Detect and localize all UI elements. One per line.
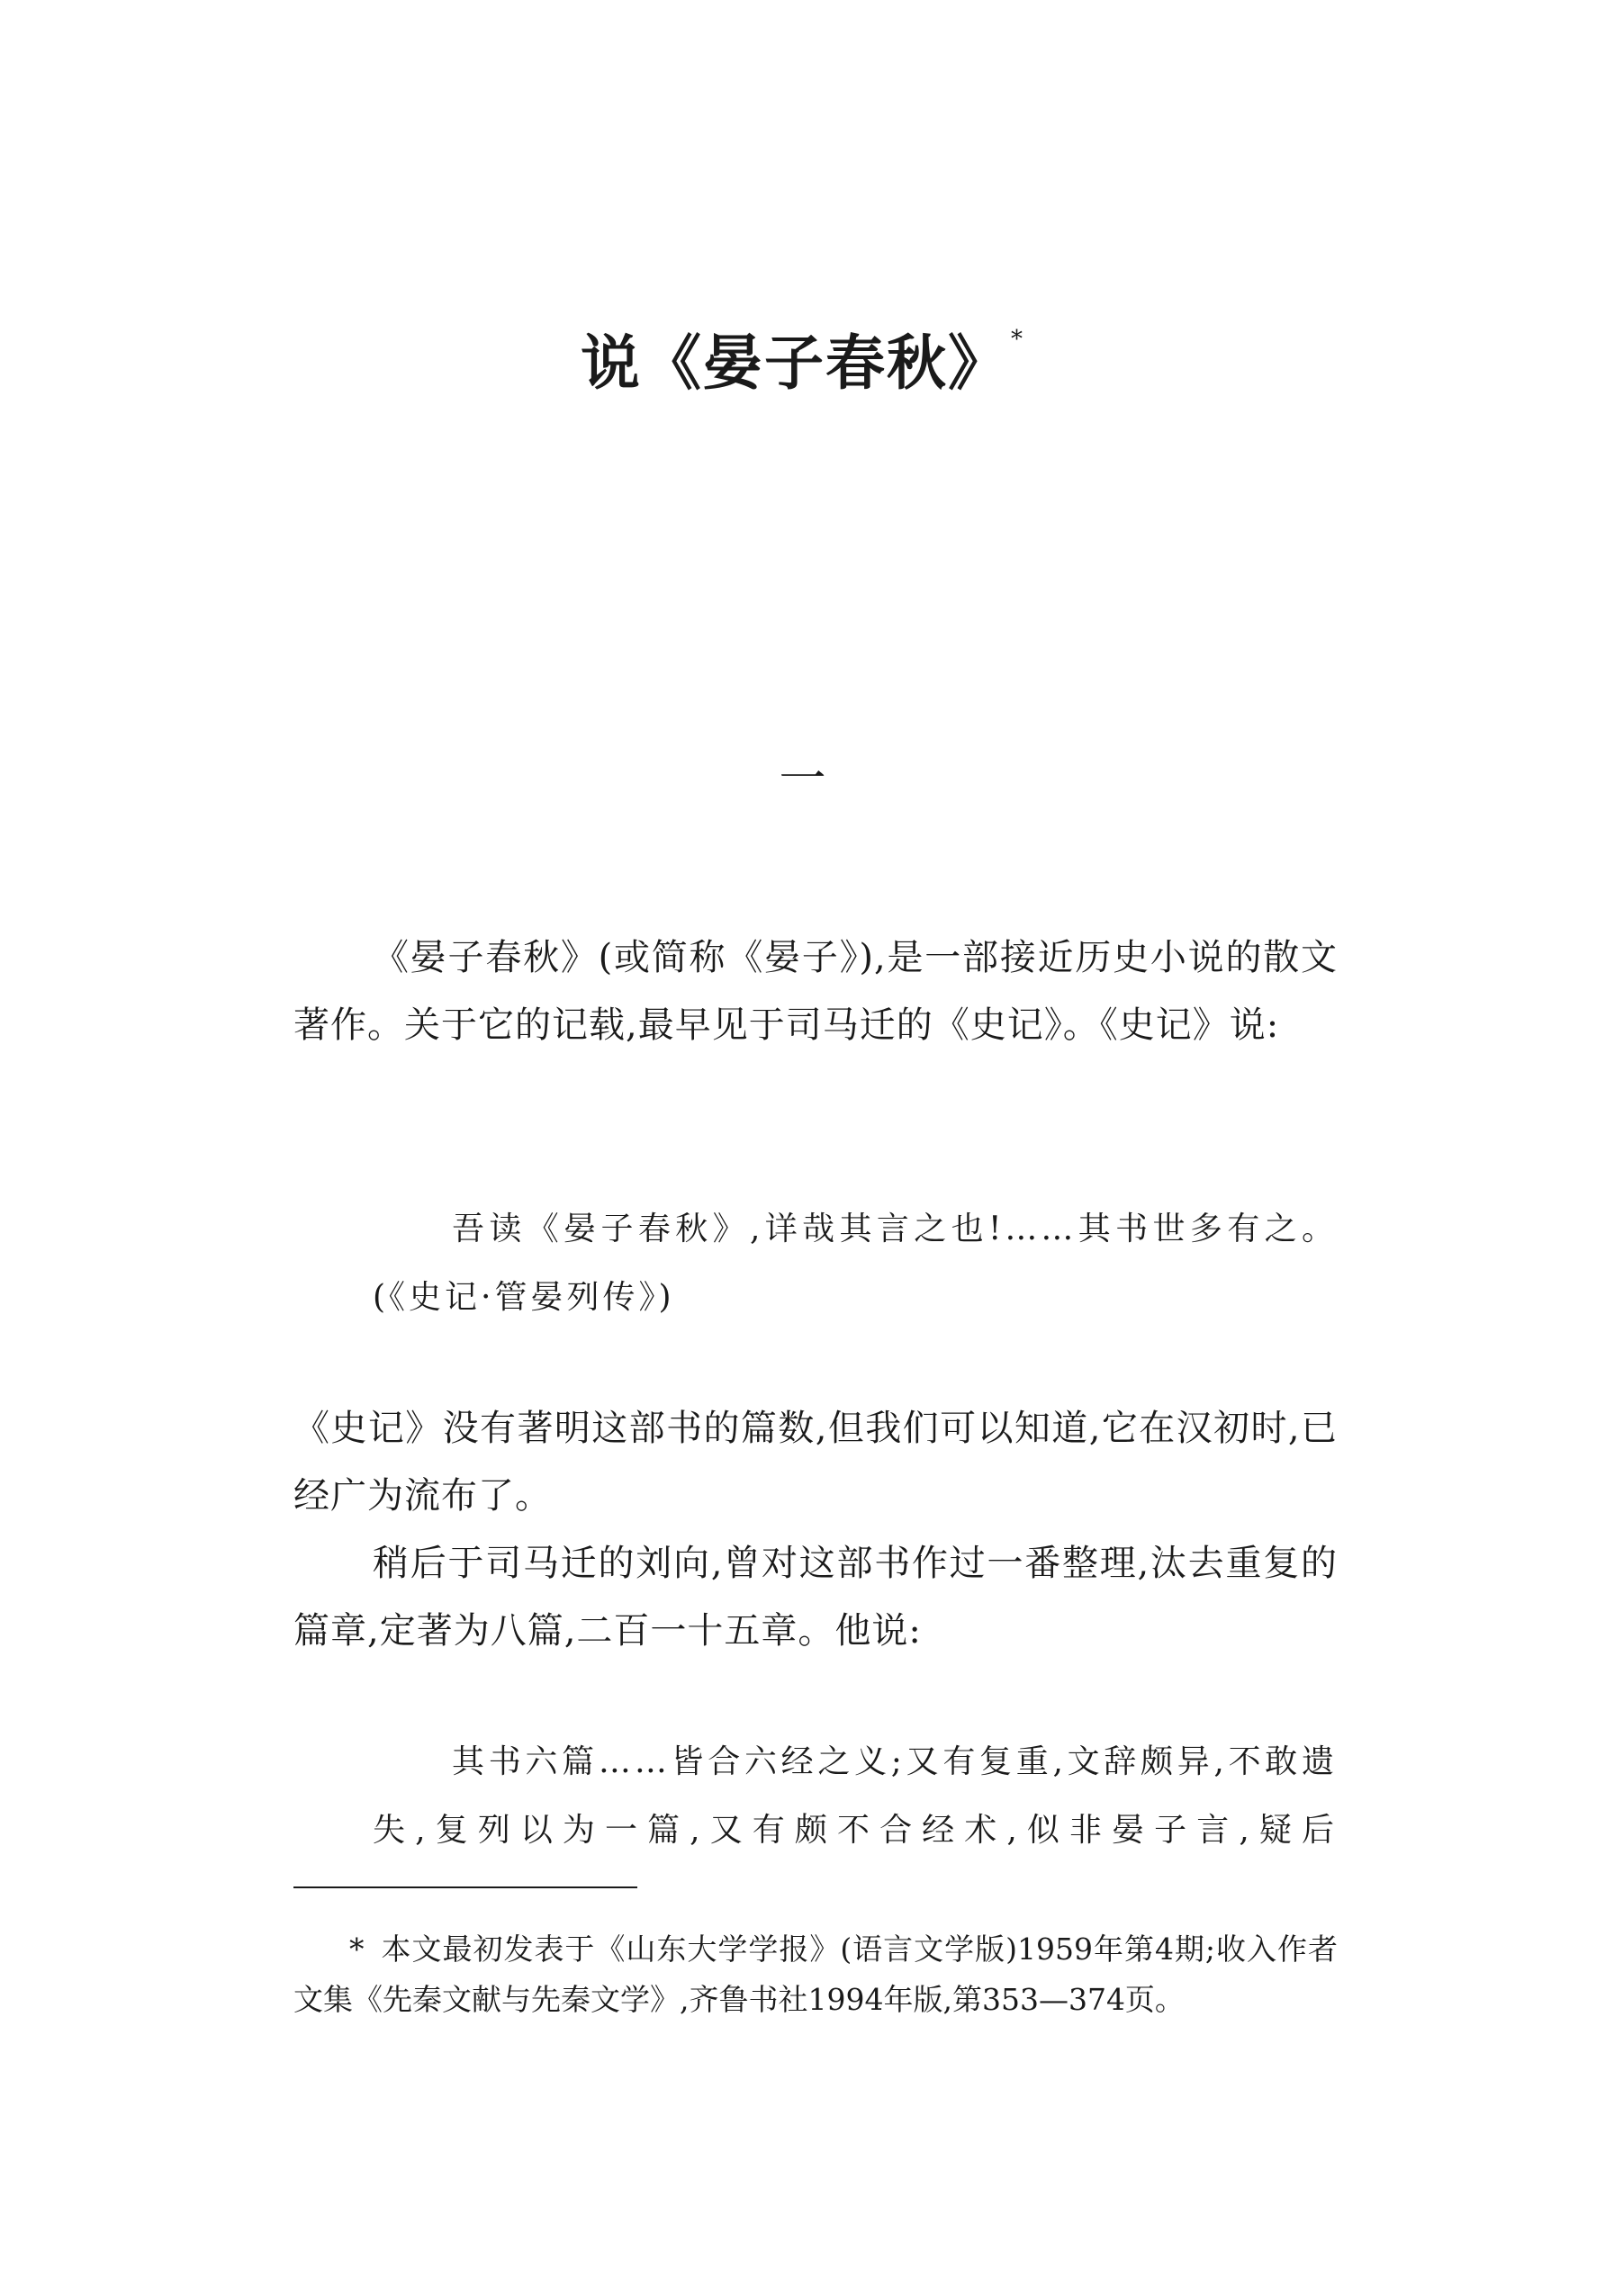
footnote-separator: [293, 1886, 637, 1888]
footnote: [293, 1924, 1338, 2025]
block-quote-liu-xiang: 其书六篇……皆合六经之义;又有复重,文辞颇异,不敢遗失,复列以为一篇,又有颇不合经术,似非晏子言,疑后: [373, 1743, 1338, 1849]
paragraph-liu-xiang: 稍后于司马迁的刘向,曾对这部书作过一番整理,汰去重复的篇章,定著为八篇,二百一十五章。他说:: [293, 1543, 1338, 1652]
article-title: [0, 326, 1605, 398]
title-footnote-mark: *: [1011, 326, 1024, 353]
footnote-mark: *: [349, 1931, 365, 1967]
block-quote-shiji: 吾读《晏子春秋》,详哉其言之也!……其书世多有之。(《史记·管晏列传》): [373, 1211, 1338, 1316]
section-number: 一: [779, 752, 826, 806]
paragraph-intro: 《晏子春秋》(或简称《晏子》),是一部接近历史小说的散文著作。关于它的记载,最早见于司马迁的《史记》。《史记》说:: [293, 937, 1338, 1046]
footnote-text: 本文最初发表于《山东大学学报》(语言文学版)1959年第4期;收入作者文集《先秦文献与先秦文学》,齐鲁书社1994年版,第353—374页。: [293, 1931, 1338, 2017]
article-title-text: 说《晏子春秋》: [581, 328, 1009, 398]
paragraph-shiji-comment: 《史记》没有著明这部书的篇数,但我们可以知道,它在汉初时,已经广为流布了。: [293, 1408, 1338, 1517]
